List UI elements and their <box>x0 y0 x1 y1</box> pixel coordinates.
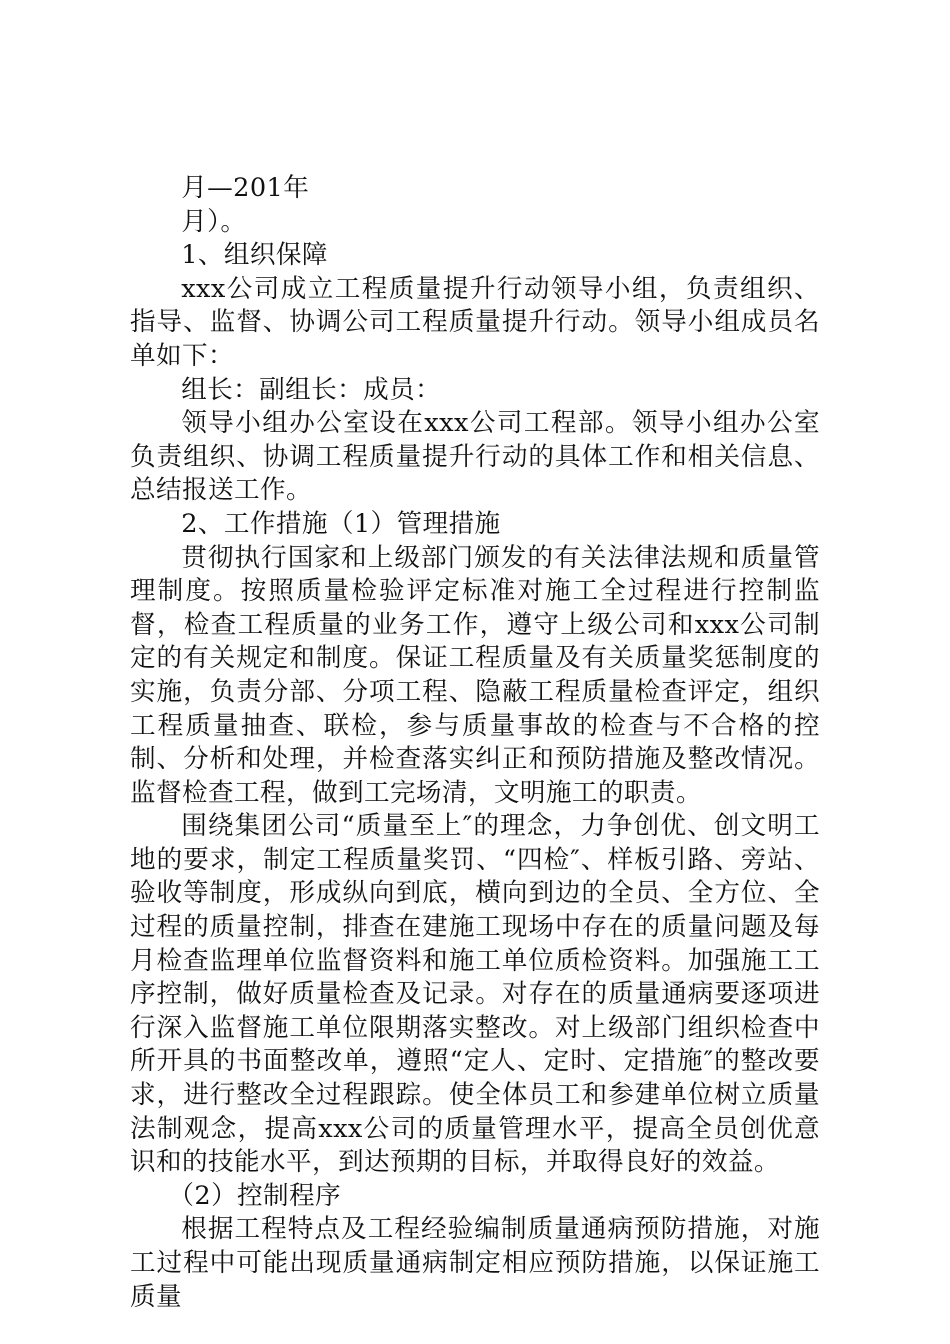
paragraph-members: 组长：副组长：成员： <box>181 374 442 405</box>
paragraph-date-end: 月）。 <box>181 206 247 237</box>
paragraph-management: 贯彻执行国家和上级部门颁发的有关法律法规和质量管理制度。按照质量检验评定标准对施工全过程进行控制监督，检查工程质量的业务工作，遵守上级公司和xxx公司制定的有关规定和制度。保证工程质量及有关质量奖惩制度的实施，负责分部、分项工程、隐蔽工程质量检查评定，组织工程质量抽查、联检，参与质量事故的检查与不合格的控制、分析和处理，并检查落实纠正和预防措施及整改情况。监督检查工程，做到工完场清，文明施工的职责。 <box>130 542 820 808</box>
paragraph-leading-group: xxx公司成立工程质量提升行动领导小组，负责组织、指导、监督、协调公司工程质量提升行动。领导小组成员名单如下： <box>130 273 820 371</box>
paragraph-quality-control: 围绕集团公司“质量至上″的理念，力争创优、创文明工地的要求，制定工程质量奖罚、“四检″、样板引路、旁站、验收等制度，形成纵向到底，横向到边的全员、全方位、全过程的质量控制，排查在建施工现场中存在的质量问题及每月检查监理单位监督资料和施工单位质检资料。加强施工工序控制，做好质量检查及记录。对存在的质量通病要逐项进行深入监督施工单位限期落实整改。对上级部门组织检查中所开具的书面整改单，遵照“定人、定时、定措施″的整改要求，进行整改全过程跟踪。使全体员工和参建单位树立质量法制观念，提高xxx公司的质量管理水平，提高全员创优意识和的技能水平，到达预期的目标，并取得良好的效益。 <box>130 811 820 1178</box>
paragraph-prevention: 根据工程特点及工程经验编制质量通病预防措施，对施工过程中可能出现质量通病制定相应预防措施，以保证施工质量 <box>130 1214 820 1312</box>
heading-organization: 1、组织保障 <box>181 240 328 271</box>
heading-work-measures: 2、工作措施（1）管理措施 <box>181 508 501 539</box>
paragraph-date-line: 月—201年 <box>181 173 310 203</box>
paragraph-office: 领导小组办公室设在xxx公司工程部。领导小组办公室负责组织、协调工程质量提升行动的具体工作和相关信息、总结报送工作。 <box>130 408 820 506</box>
document-body <box>130 172 820 1314</box>
heading-control-procedure: （2）控制程序 <box>168 1180 342 1211</box>
